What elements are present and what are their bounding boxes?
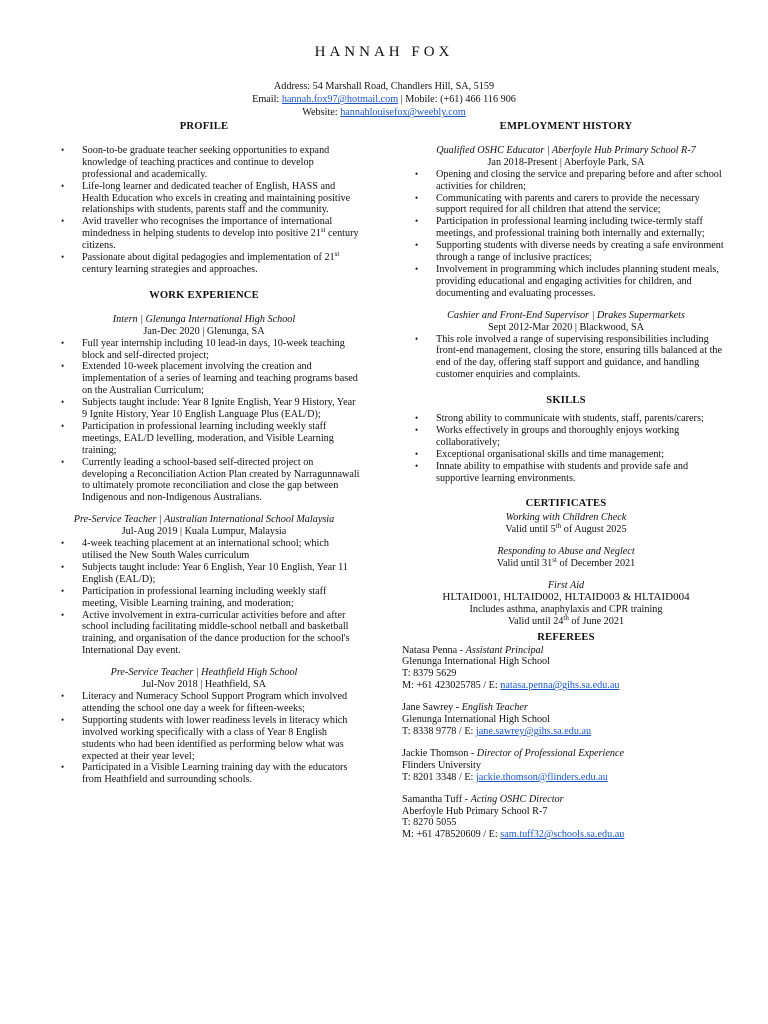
list-item: • Active involvement in extra-curricular activities before and after school including facilitating middle-school netball and basketball training, and organisation of the dance production for the school's International Day event.	[48, 610, 360, 658]
job-entry	[402, 145, 730, 169]
list-item: • Currently leading a school-based self-directed project on developing a Reconciliation Action Plan created by Narragunnawali to ultimately promote reconciliation and close the gap between Indigenous and non-Indigenous Australians.	[48, 457, 360, 505]
job-duties	[48, 691, 360, 786]
job-duties	[48, 538, 360, 657]
job-duties	[48, 338, 360, 505]
mobile-text: | Mobile: (+61) 466 116 906	[398, 94, 516, 106]
referee-title: English Teacher	[461, 702, 528, 714]
list-item: • Subjects taught include: Year 6 English, Year 10 English, Year 11 English (EAL/D);	[48, 562, 360, 586]
skills-list	[402, 413, 730, 484]
contact-block	[0, 80, 768, 120]
address-line: Address: 54 Marshall Road, Chandlers Hill, SA, 5159	[273, 81, 495, 92]
list-item: • Subjects taught include: Year 8 Ignite English, Year 9 History, Year 9 Ignite History, Year 10 English Language Plus (EAL/D);	[48, 397, 360, 421]
job-dates: Sept 2012-Mar 2020 | Blackwood, SA	[488, 321, 644, 333]
certificate-first-aid	[402, 580, 730, 628]
referee-entry	[402, 748, 730, 784]
referee-title: Assistant Principal	[465, 644, 544, 656]
certificate-title: Working with Children Check	[505, 512, 627, 524]
certificate-rane	[402, 546, 730, 570]
list-item: • Life-long learner and dedicated teacher of English, HASS and Health Education who excels in creating and maintaining positive relationships with students, parents staff and the community.	[48, 181, 360, 217]
list-item: • Supporting students with lower readiness levels in literacy which involved working specifically with a class of Year 8 English students who had been identified as performing below what was expected at their year level;	[48, 715, 360, 763]
referee-phone: T: 8379 5629	[402, 668, 457, 680]
email-mobile-line	[0, 93, 768, 106]
job-role: Cashier and Front-End Supervisor | Drakes Supermarkets	[447, 309, 685, 321]
referee-email-link[interactable]: jane.sawrey@gihs.sa.edu.au	[475, 725, 592, 737]
list-item: • Soon-to-be graduate teacher seeking opportunities to expand knowledge of teaching practices and continue to develop professional and academically.	[48, 145, 360, 181]
referee-name: Samantha Tuff -	[402, 793, 471, 805]
job-entry	[48, 314, 360, 338]
referee-org: Flinders University	[402, 759, 481, 771]
list-item: • Supporting students with diverse needs by creating a safe environment through a range of inclusive practices;	[402, 240, 730, 264]
website-link[interactable]: hannahlouisefox@weebly.com	[340, 107, 466, 119]
ordinal-suffix: th	[563, 613, 569, 622]
referee-org: Aberfoyle Hub Primary School R-7	[402, 805, 548, 817]
profile-text-a: Avid traveller who recognises the importance of international mindedness in helping students to develop into positive 21	[82, 216, 333, 240]
list-item: • Participated in a Visible Learning training day with the educators from Heathfield and surrounding schools.	[48, 762, 360, 786]
left-column	[48, 121, 360, 786]
referee-entry	[402, 645, 730, 693]
referee-contact: M: +61 423025785 / E:	[402, 680, 501, 692]
website-label: Website:	[302, 107, 341, 119]
job-duties	[402, 334, 730, 382]
referee-entry	[402, 794, 730, 842]
certificate-title: First Aid	[547, 580, 585, 591]
list-item: • Participation in professional learning including weekly staff meetings, EAL/D levelling, moderation, and Visible Learning training;	[48, 421, 360, 457]
certificate-wwcc	[402, 512, 730, 536]
list-item: • Communicating with parents and carers to provide the necessary support required for all children that attend the service;	[402, 193, 730, 217]
job-dates: Jan 2018-Present | Aberfoyle Park, SA	[487, 156, 645, 168]
referee-phone: T: 8270 5055	[402, 817, 457, 829]
website-line	[0, 106, 768, 119]
ordinal-suffix: th	[555, 522, 562, 531]
profile-list	[48, 145, 360, 276]
referee-contact: T: 8338 9778 / E:	[402, 725, 476, 737]
skills-heading: SKILLS	[546, 395, 586, 407]
job-role: Qualified OSHC Educator | Aberfoyle Hub Primary School R-7	[436, 144, 696, 156]
list-item: • This role involved a range of supervising responsibilities including front-end management, closing the store, ensuring tills balanced at the end of the day, offering staff support and guidance, and handling customer enquiries and complaints.	[402, 334, 730, 382]
referee-name: Jane Sawrey -	[402, 702, 462, 714]
profile-heading: PROFILE	[179, 121, 229, 132]
right-column	[402, 121, 730, 851]
certificate-includes: Includes asthma, anaphylaxis and CPR training	[469, 603, 663, 615]
certificate-codes: HLTAID001, HLTAID002, HLTAID003 & HLTAID004	[442, 590, 690, 603]
job-dates: Jan-Dec 2020 | Glenunga, SA	[143, 325, 265, 337]
employment-heading: EMPLOYMENT HISTORY	[499, 121, 633, 132]
referee-name: Jackie Thomson -	[402, 747, 477, 759]
list-item: • Works effectively in groups and thoroughly enjoys working collaboratively;	[402, 425, 730, 449]
job-dates: Jul-Nov 2018 | Heathfield, SA	[142, 679, 266, 691]
resume-name: HANNAH FOX	[314, 44, 454, 60]
job-role: Pre-Service Teacher | Heathfield High School	[110, 667, 298, 679]
job-entry	[48, 514, 360, 538]
list-item	[48, 216, 360, 252]
job-entry	[402, 310, 730, 334]
list-item: • Participation in professional learning including twice-termly staff meetings, and professional training both internally and externally;	[402, 216, 730, 240]
profile-text-a: Passionate about digital pedagogies and implementation of 21	[82, 252, 335, 264]
ordinal-suffix: st	[334, 250, 340, 259]
referee-entry	[402, 702, 730, 738]
validity-text: Valid until 31	[496, 558, 553, 570]
profile-text-b: century citizens.	[82, 228, 359, 252]
referee-title: Acting OSHC Director	[470, 793, 564, 805]
list-item: • Exceptional organisational skills and time management;	[402, 449, 730, 461]
validity-text: of December 2021	[556, 558, 636, 570]
referee-email-link[interactable]: natasa.penna@gihs.sa.edu.au	[500, 680, 620, 692]
job-dates: Jul-Aug 2019 | Kuala Lumpur, Malaysia	[121, 526, 287, 538]
certificate-title: Responding to Abuse and Neglect	[497, 546, 635, 558]
ordinal-suffix: st	[320, 226, 326, 235]
certificates-heading: CERTIFICATES	[525, 498, 607, 510]
list-item: • Strong ability to communicate with students, staff, parents/carers;	[402, 413, 730, 425]
list-item	[48, 252, 360, 276]
validity-text: Valid until 5	[505, 524, 556, 536]
validity-text: of June 2021	[568, 615, 625, 627]
job-role: Intern | Glenunga International High School	[112, 313, 296, 325]
email-link[interactable]: hannah.fox97@hotmail.com	[281, 94, 399, 106]
profile-text-b: century learning strategies and approaches.	[82, 263, 258, 275]
job-role: Pre-Service Teacher | Australian International School Malaysia	[73, 514, 335, 526]
referee-org: Glenunga International High School	[402, 656, 550, 668]
list-item: • Participation in professional learning including weekly staff meeting, Visible Learning training, and moderation;	[48, 586, 360, 610]
list-item: • Innate ability to empathise with students and provide safe and supportive learning environments.	[402, 461, 730, 485]
list-item: • 4-week teaching placement at an international school; which utilised the New South Wales curriculum	[48, 538, 360, 562]
work-experience-heading: WORK EXPERIENCE	[149, 289, 259, 301]
list-item: • Full year internship including 10 lead-in days, 10-week teaching block and self-directed project;	[48, 338, 360, 362]
referees-heading: REFEREES	[537, 631, 595, 643]
list-item: • Literacy and Numeracy School Support Program which involved attending the school one day a week for fifteen-weeks;	[48, 691, 360, 715]
certificate-validity	[402, 613, 730, 628]
referee-contact: T: 8201 3348 / E:	[402, 771, 476, 783]
certificate-validity	[402, 558, 730, 570]
validity-text: Valid until 24	[507, 615, 564, 627]
referee-title: Director of Professional Experience	[476, 747, 625, 759]
referee-name: Natasa Penna -	[402, 644, 466, 656]
referee-org: Glenunga International High School	[402, 714, 550, 726]
job-duties	[402, 169, 730, 300]
validity-text: of August 2025	[561, 524, 627, 536]
email-label: Email:	[252, 94, 282, 106]
ordinal-suffix: st	[552, 556, 557, 565]
job-entry	[48, 667, 360, 691]
list-item: • Extended 10-week placement involving the creation and implementation of a series of learning and teaching programs based on the Australian Curriculum;	[48, 361, 360, 397]
list-item: • Opening and closing the service and preparing before and after school activities for children;	[402, 169, 730, 193]
referee-email-link[interactable]: sam.tuff32@schools.sa.edu.au	[500, 829, 625, 841]
list-item: • Involvement in programming which includes planning student meals, providing educational and engaging activities for children, and documenting and evaluating processes.	[402, 264, 730, 300]
certificate-validity	[402, 524, 730, 536]
referee-contact: M: +61 478520609 / E:	[402, 829, 501, 841]
referee-email-link[interactable]: jackie.thomson@flinders.edu.au	[475, 771, 608, 783]
